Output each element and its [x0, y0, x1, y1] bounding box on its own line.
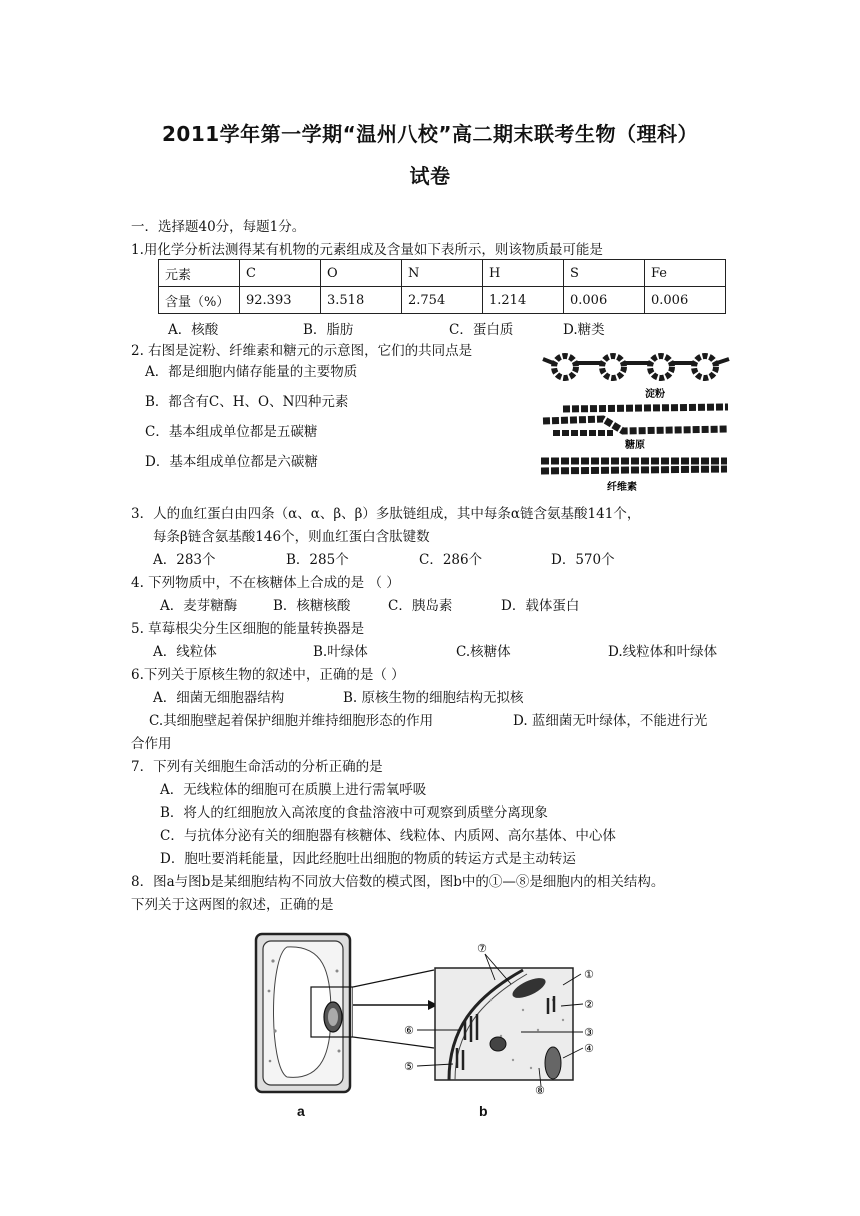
q5-option-c: C.核糖体 — [456, 644, 511, 660]
marker-8: ⑧ — [535, 1084, 545, 1095]
q1-option-c: C．蛋白质 — [449, 322, 514, 338]
q2-option-b: B．都含有C、H、O、N四种元素 — [145, 394, 349, 410]
q2-stem: 2. 右图是淀粉、纤维素和糖元的示意图，它们的共同点是 — [131, 343, 473, 359]
glycogen-label: 糖原 — [625, 440, 645, 451]
marker-4: ④ — [584, 1042, 594, 1055]
q1-stem: 1.用化学分析法测得某有机物的元素组成及含量如下表所示，则该物质最可能是 — [131, 242, 603, 258]
q4-option-a: A．麦芽糖酶 — [160, 598, 238, 614]
marker-1: ① — [584, 968, 594, 981]
q3-stem: 3．人的血红蛋白由四条（α、α、β、β）多肽链组成，其中每条α链含氨基酸141个， — [131, 506, 641, 522]
q5-stem: 5. 草莓根尖分生区细胞的能量转换器是 — [131, 621, 365, 637]
marker-2: ② — [584, 998, 594, 1011]
q6-option-c: C.其细胞壁起着保护细胞并维持细胞形态的作用 — [149, 713, 434, 729]
q6-option-a: A．细菌无细胞器结构 — [153, 690, 285, 706]
q6-option-d-wrap: 合作用 — [131, 736, 172, 752]
glycogen-chain-icon — [543, 407, 728, 433]
table-cell: O — [321, 260, 402, 287]
q4-stem: 4. 下列物质中，不在核糖体上合成的是 （ ） — [131, 575, 400, 591]
table-cell: 0.006 — [564, 287, 645, 314]
table-row — [159, 287, 726, 314]
q3-option-b: B．285个 — [286, 552, 349, 568]
cellulose-chain-icon — [541, 461, 727, 471]
q6-option-d: D. 蓝细菌无叶绿体，不能进行光 — [513, 713, 708, 729]
marker-7: ⑦ — [477, 942, 487, 955]
polysaccharide-figure — [533, 347, 733, 495]
table-cell: 2.754 — [402, 287, 483, 314]
q2-option-a: A．都是细胞内储存能量的主要物质 — [145, 364, 358, 380]
figure-b-caption: b — [479, 1103, 488, 1119]
table-cell: 元素 — [159, 260, 240, 287]
q3-stem-cont: 每条β链含氨基酸146个，则血红蛋白含肽键数 — [153, 529, 430, 545]
table-cell: N — [402, 260, 483, 287]
table-cell: S — [564, 260, 645, 287]
q8-stem-cont: 下列关于这两图的叙述，正确的是 — [131, 897, 334, 913]
plant-cell-figure-a — [253, 931, 353, 1095]
q3-option-c: C．286个 — [419, 552, 483, 568]
table-cell: Fe — [645, 260, 726, 287]
q4-option-b: B．核糖核酸 — [273, 598, 351, 614]
organelle-figure-b — [403, 940, 608, 1095]
q4-option-d: D．载体蛋白 — [501, 598, 580, 614]
table-cell: 3.518 — [321, 287, 402, 314]
marker-3: ③ — [584, 1026, 594, 1039]
q7-option-d: D．胞吐要消耗能量，因此经胞吐出细胞的物质的转运方式是主动转运 — [160, 851, 576, 867]
q1-option-a: A．核酸 — [168, 322, 219, 338]
q3-option-a: A．283个 — [153, 552, 216, 568]
marker-6: ⑥ — [404, 1024, 414, 1037]
starch-label: 淀粉 — [645, 389, 665, 400]
exam-title-cont: 试卷 — [409, 164, 451, 188]
table-cell: 0.006 — [645, 287, 726, 314]
q6-stem: 6.下列关于原核生物的叙述中，正确的是（ ） — [131, 667, 405, 683]
q7-stem: 7．下列有关细胞生命活动的分析正确的是 — [131, 759, 383, 775]
q8-stem: 8．图a与图b是某细胞结构不同放大倍数的模式图，图b中的①—⑧是细胞内的相关结构。 — [131, 874, 665, 890]
q7-option-a: A．无线粒体的细胞可在质膜上进行需氧呼吸 — [160, 782, 427, 798]
figure-a-caption: a — [297, 1103, 305, 1119]
q7-option-b: B．将人的红细胞放入高浓度的食盐溶液中可观察到质壁分离现象 — [160, 805, 548, 821]
q5-option-b: B.叶绿体 — [313, 644, 368, 660]
table-cell: 1.214 — [483, 287, 564, 314]
table-row — [159, 260, 726, 287]
q5-option-d: D.线粒体和叶绿体 — [608, 644, 718, 660]
table-cell: H — [483, 260, 564, 287]
q2-option-d: D．基本组成单位都是六碳糖 — [145, 454, 318, 470]
q3-option-d: D．570个 — [551, 552, 615, 568]
exam-title: 2011学年第一学期“温州八校”高二期末联考生物（理科） — [162, 122, 698, 146]
q6-option-b: B. 原核生物的细胞结构无拟核 — [343, 690, 524, 706]
element-table — [158, 259, 726, 314]
q1-option-b: B．脂肪 — [303, 322, 354, 338]
starch-coil-icon — [543, 356, 729, 378]
table-cell: C — [240, 260, 321, 287]
marker-5: ⑤ — [404, 1060, 414, 1073]
table-cell: 含量（%） — [159, 287, 240, 314]
q5-option-a: A．线粒体 — [153, 644, 217, 660]
cellulose-label: 纤维素 — [607, 482, 637, 493]
q7-option-c: C．与抗体分泌有关的细胞器有核糖体、线粒体、内质网、高尔基体、中心体 — [160, 828, 616, 844]
q4-option-c: C．胰岛素 — [388, 598, 453, 614]
q1-option-d: D.糖类 — [563, 322, 605, 338]
q2-option-c: C．基本组成单位都是五碳糖 — [145, 424, 318, 440]
section-heading: 一．选择题40分，每题1分。 — [131, 219, 306, 235]
table-cell: 92.393 — [240, 287, 321, 314]
